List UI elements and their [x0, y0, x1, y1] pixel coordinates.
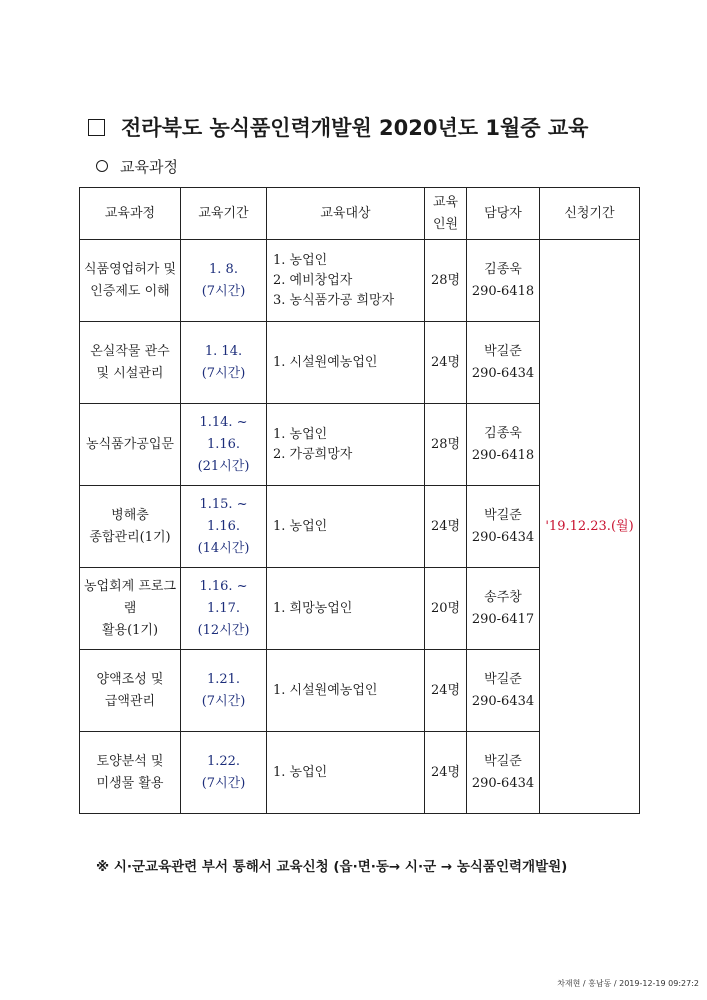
checkbox-square-icon: [88, 119, 105, 136]
target-item: 2. 가공희망자: [273, 446, 353, 462]
manager-name: 김종욱: [484, 261, 522, 277]
target-cell: [267, 650, 425, 732]
period-date: 1.22.: [206, 753, 241, 769]
target-item: 1. 농업인: [273, 252, 328, 268]
header-course: 교육과정: [80, 188, 181, 240]
course-name: 및 시설관리: [96, 365, 164, 381]
course-name: 병해충: [111, 507, 149, 523]
header-manager: 담당자: [467, 188, 540, 240]
course-name: 식품영업허가 및: [83, 261, 177, 277]
period-date: 1.15. ~ 1.16.: [199, 496, 248, 534]
course-name: 온실작물 관수: [90, 343, 170, 359]
target-cell: [267, 322, 425, 404]
header-count: [425, 188, 467, 240]
header-period: 교육기간: [181, 188, 267, 240]
target-item: 1. 농업인: [273, 518, 328, 534]
target-cell: [267, 568, 425, 650]
manager-cell: [467, 322, 540, 404]
header-target: 교육대상: [267, 188, 425, 240]
course-cell: [80, 732, 181, 814]
course-name: 농식품가공입문: [86, 436, 174, 452]
target-item: 1. 농업인: [273, 426, 328, 442]
period-cell: [181, 322, 267, 404]
course-name: 인증제도 이해: [90, 283, 170, 299]
manager-name: 박길준: [484, 753, 522, 769]
manager-cell: [467, 568, 540, 650]
period-hours: (12시간): [197, 622, 250, 638]
target-item: 1. 시설원예농업인: [273, 682, 378, 698]
manager-phone: 290-6434: [471, 693, 535, 709]
count-cell: 24명: [425, 650, 467, 732]
period-hours: (7시간): [201, 365, 246, 381]
table-header-row: [80, 188, 640, 240]
course-name: 종합관리(1기): [89, 529, 171, 545]
course-name: 양액조성 및: [96, 671, 164, 687]
period-hours: (7시간): [201, 775, 246, 791]
target-item: 2. 예비창업자: [273, 272, 353, 288]
count-cell: 28명: [425, 404, 467, 486]
header-count-line1: 교육: [432, 194, 459, 210]
course-table: [79, 187, 640, 814]
course-cell: [80, 486, 181, 568]
period-cell: [181, 650, 267, 732]
period-date: 1. 8.: [209, 261, 238, 277]
manager-cell: [467, 404, 540, 486]
period-cell: [181, 240, 267, 322]
course-name: 미생물 활용: [96, 775, 164, 791]
manager-name: 송주창: [484, 589, 522, 605]
apply-period-cell: '19.12.23.(월): [540, 240, 640, 814]
header-apply: 신청기간: [540, 188, 640, 240]
manager-phone: 290-6418: [471, 283, 535, 299]
count-cell: 28명: [425, 240, 467, 322]
period-hours: (7시간): [201, 693, 246, 709]
section-heading-text: 교육과정: [120, 158, 178, 176]
table-row: [80, 240, 640, 322]
header-count-line2: 인원: [432, 216, 459, 232]
manager-cell: [467, 240, 540, 322]
manager-cell: [467, 486, 540, 568]
manager-phone: 290-6417: [471, 611, 535, 627]
print-stamp: 차재현 / 홍남동 / 2019-12-19 09:27:2: [557, 979, 699, 988]
target-cell: [267, 486, 425, 568]
period-cell: [181, 404, 267, 486]
count-cell: 24명: [425, 322, 467, 404]
target-item: 1. 희망농업인: [273, 600, 353, 616]
manager-name: 박길준: [484, 343, 522, 359]
course-name: 토양분석 및: [96, 753, 164, 769]
period-date: 1.14. ~ 1.16.: [199, 414, 248, 452]
period-date: 1.16. ~ 1.17.: [199, 578, 248, 616]
period-date: 1. 14.: [204, 343, 243, 359]
page-title-text: 전라북도 농식품인력개발원 2020년도 1월중 교육: [121, 116, 589, 140]
circle-bullet-icon: [96, 160, 108, 172]
period-cell: [181, 568, 267, 650]
page-title: [88, 112, 588, 142]
manager-phone: 290-6434: [471, 775, 535, 791]
period-cell: [181, 486, 267, 568]
period-hours: (14시간): [197, 540, 250, 556]
manager-cell: [467, 650, 540, 732]
course-cell: [80, 240, 181, 322]
course-name: 농업회계 프로그램: [83, 578, 177, 616]
manager-phone: 290-6434: [471, 365, 535, 381]
manager-name: 박길준: [484, 671, 522, 687]
section-heading: [96, 156, 178, 177]
target-item: 1. 시설원예농업인: [273, 354, 378, 370]
course-cell: [80, 404, 181, 486]
manager-name: 김종욱: [484, 425, 522, 441]
course-cell: [80, 568, 181, 650]
target-cell: [267, 240, 425, 322]
count-cell: 24명: [425, 732, 467, 814]
period-cell: [181, 732, 267, 814]
manager-cell: [467, 732, 540, 814]
manager-phone: 290-6418: [471, 447, 535, 463]
period-hours: (21시간): [197, 458, 250, 474]
target-item: 1. 농업인: [273, 764, 328, 780]
application-note: ※ 시·군교육관련 부서 통해서 교육신청 (읍·면·동→ 시·군 → 농식품인력개발원): [96, 859, 568, 875]
count-cell: 20명: [425, 568, 467, 650]
target-cell: [267, 404, 425, 486]
course-name: 급액관리: [104, 693, 156, 709]
period-date: 1.21.: [206, 671, 241, 687]
target-item: 3. 농식품가공 희망자: [273, 292, 395, 308]
manager-name: 박길준: [484, 507, 522, 523]
course-cell: [80, 650, 181, 732]
period-hours: (7시간): [201, 283, 246, 299]
manager-phone: 290-6434: [471, 529, 535, 545]
count-cell: 24명: [425, 486, 467, 568]
course-name: 활용(1기): [101, 622, 159, 638]
course-cell: [80, 322, 181, 404]
target-cell: [267, 732, 425, 814]
